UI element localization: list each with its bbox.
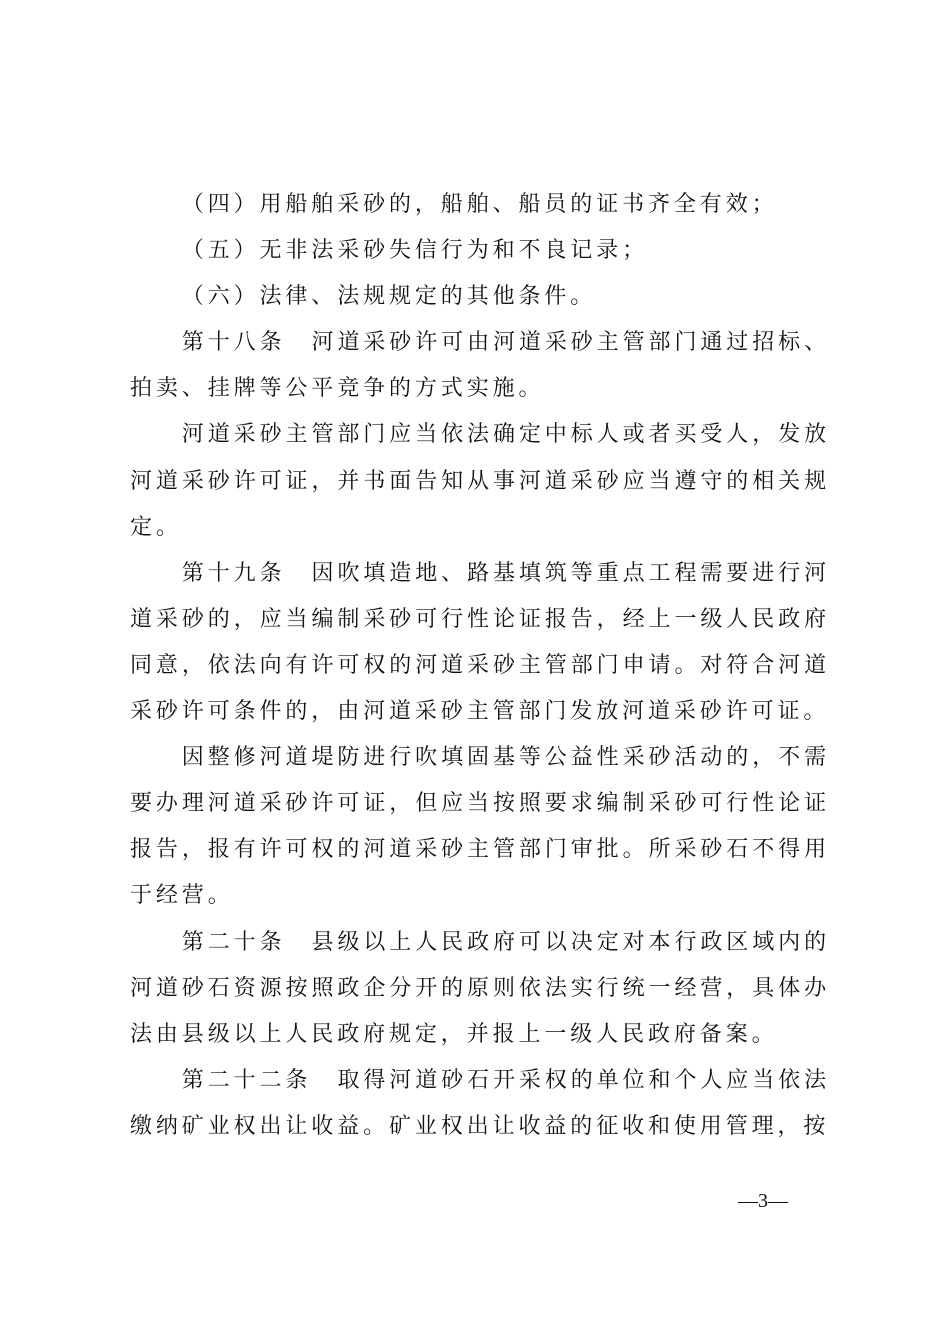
condition-item-6: （六）法律、法规规定的其他条件。 (181, 284, 597, 310)
article-heading: 第二十二条 (181, 1067, 312, 1093)
article-20 (130, 920, 830, 1058)
condition-item-4: （四）用船舶采砂的，船舶、船员的证书齐全有效； (181, 192, 778, 217)
article-heading: 第十八条 (181, 330, 286, 356)
article-body: 取得河道砂石开采权的单位和个人应当依法缴纳矿业权出让收益。矿业权出让收益的征收和使用管理，按 (130, 1067, 830, 1139)
body-paragraph: 河道采砂主管部门应当依法确定中标人或者买受人，发放河道采砂许可证，并书面告知从事河道采砂应当遵守的相关规定。 (130, 422, 830, 540)
article-18 (130, 320, 830, 412)
article-22 (130, 1058, 830, 1150)
condition-item-5: （五）无非法采砂失信行为和不良记录； (181, 238, 648, 264)
article-body: 河道采砂许可由河道采砂主管部门通过招标、拍卖、挂牌等公平竞争的方式实施。 (130, 330, 830, 402)
page-number: —3— (738, 1190, 788, 1212)
article-heading: 第十九条 (181, 560, 286, 586)
document-page (130, 182, 830, 1150)
article-body: 县级以上人民政府可以决定对本行政区域内的河道砂石资源按照政企分开的原则依法实行统一经营，具体办法由县级以上人民政府规定，并报上一级人民政府备案。 (130, 929, 830, 1047)
article-body: 因吹填造地、路基填筑等重点工程需要进行河道采砂的，应当编制采砂可行性论证报告，经上一级人民政府同意，依法向有许可权的河道采砂主管部门申请。对符合河道采砂许可条件的，由河道采砂主管部门发放河道采砂许可证。 (130, 560, 830, 725)
body-paragraph: 因整修河道堤防进行吹填固基等公益性采砂活动的，不需要办理河道采砂许可证，但应当按照要求编制采砂可行性论证报告，报有许可权的河道采砂主管部门审批。所采砂石不得用于经营。 (130, 745, 830, 909)
article-19 (130, 551, 830, 735)
article-heading: 第二十条 (181, 929, 286, 955)
